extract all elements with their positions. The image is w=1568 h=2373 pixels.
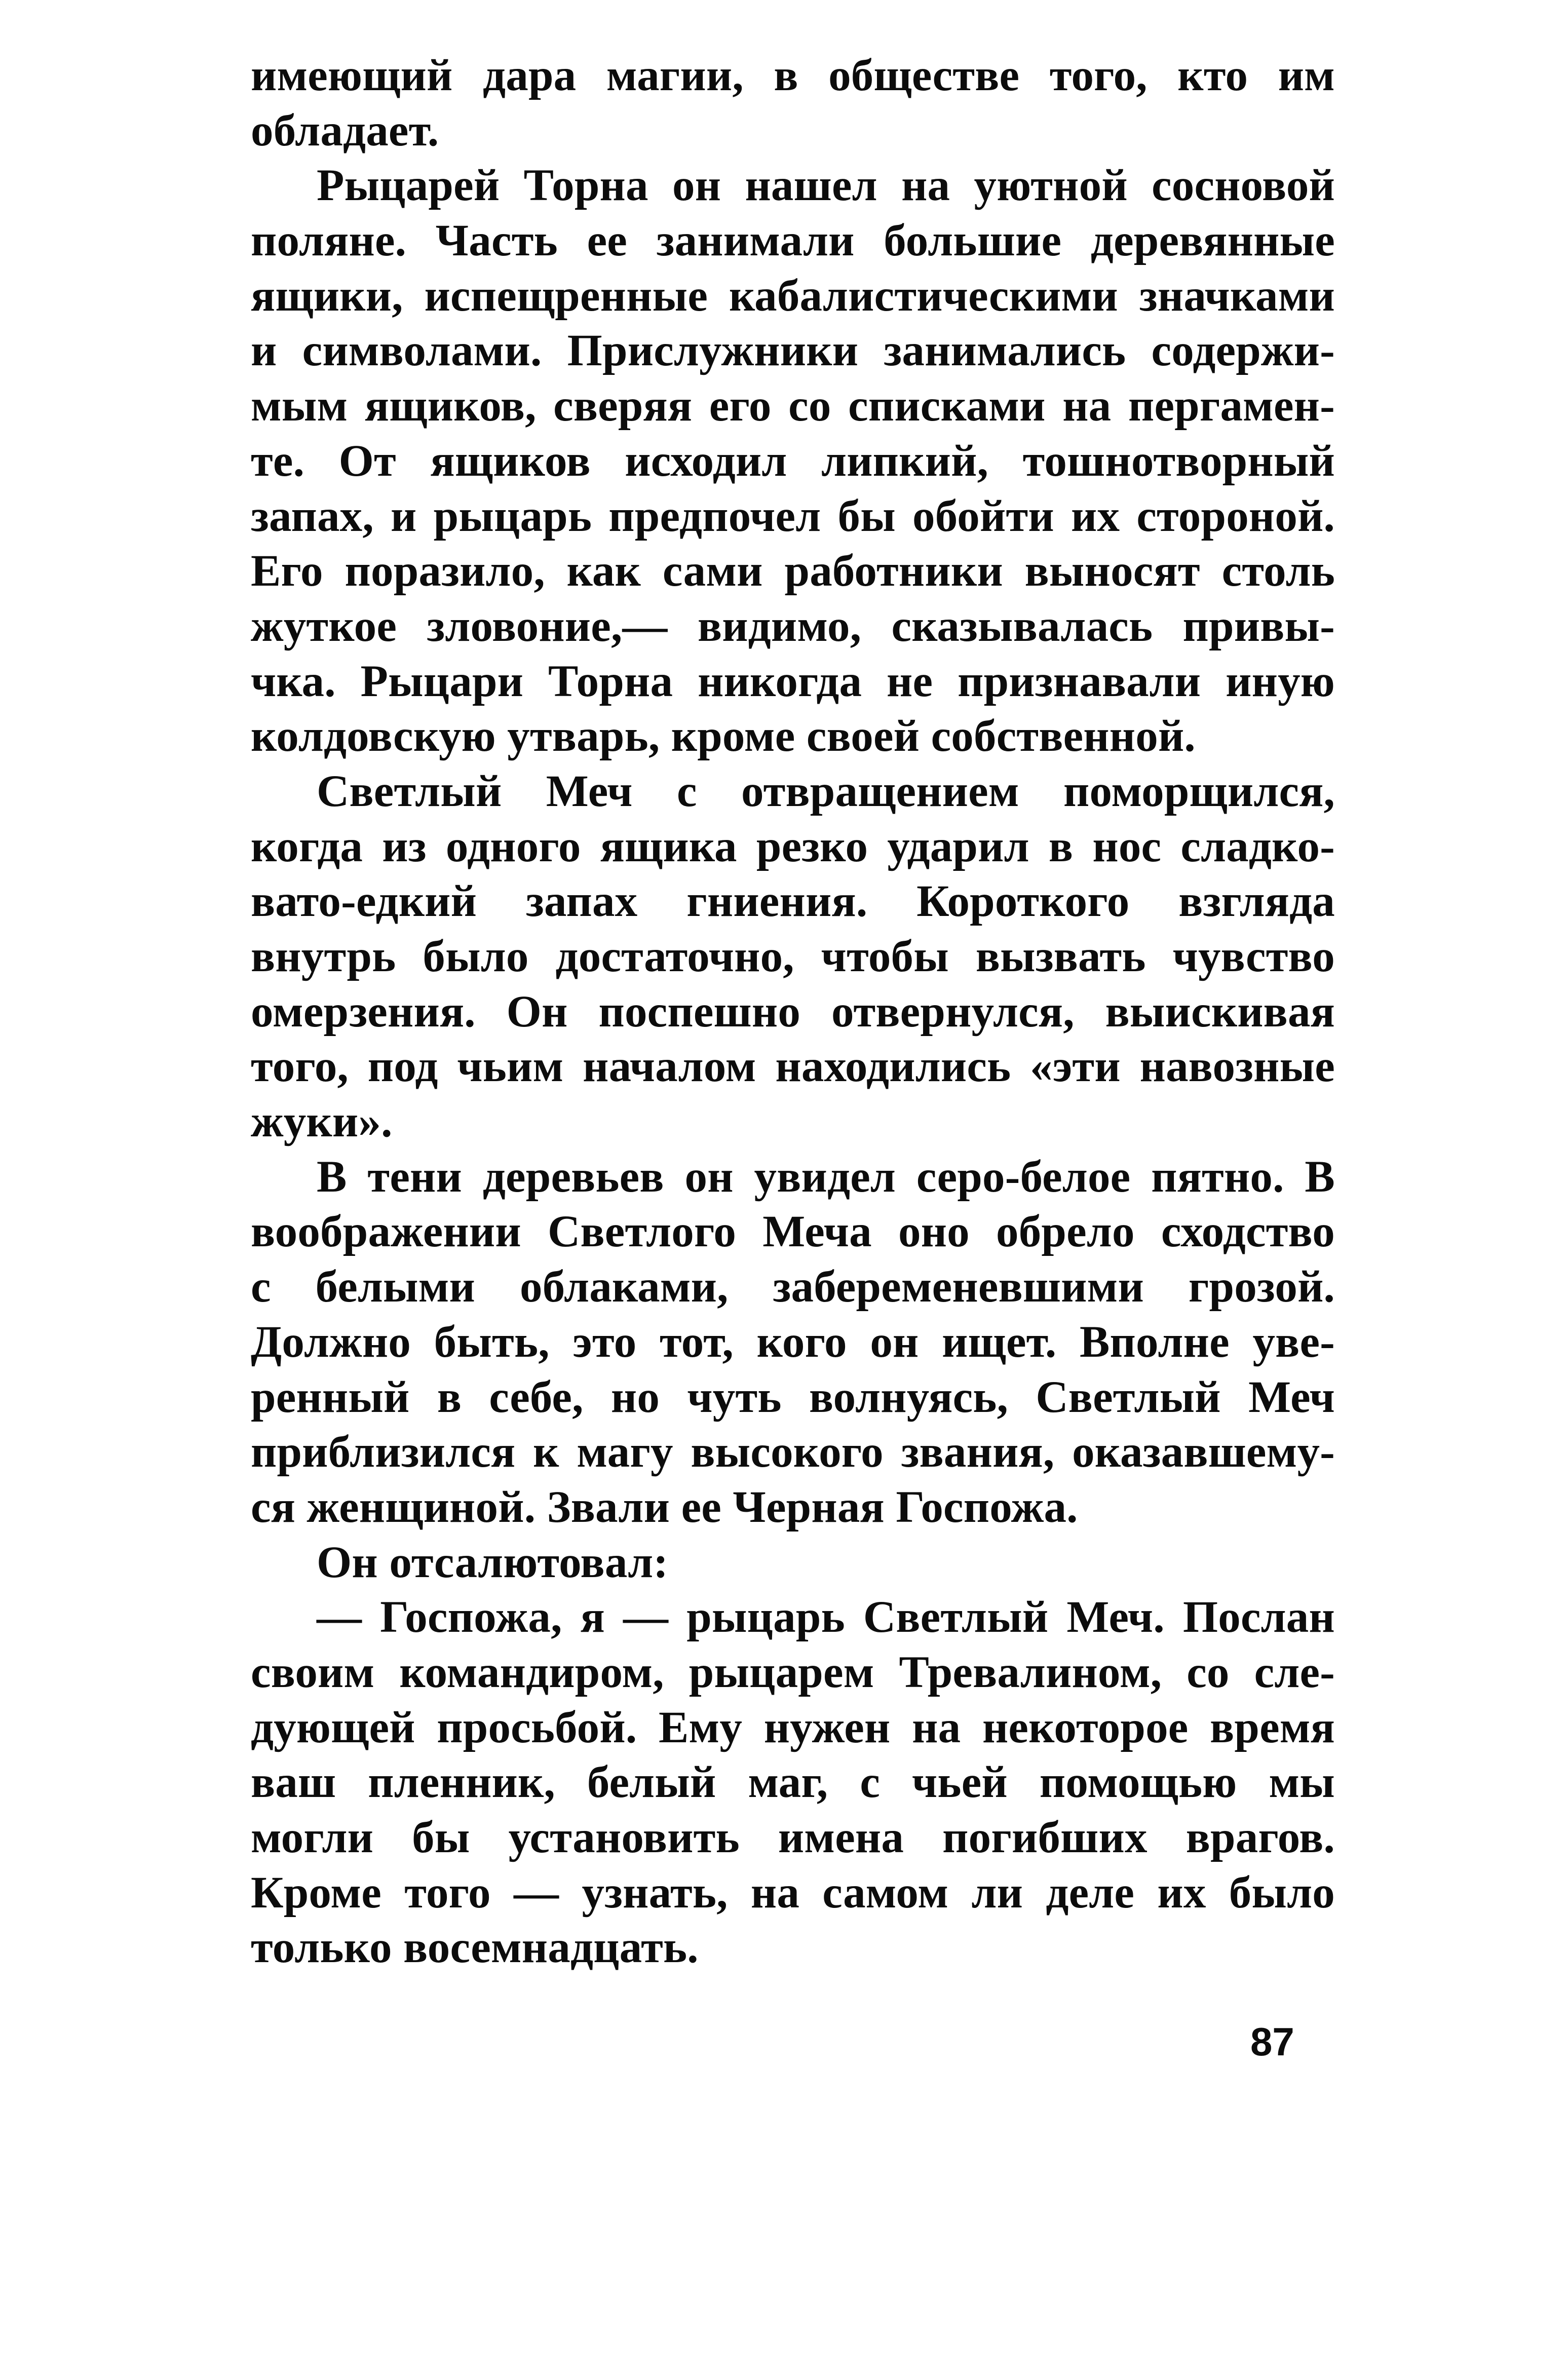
text-line: имеющий дара магии, в обществе того, кто им [251,51,1335,100]
text-line: с белыми облаками, забеременевшими грозой. [251,1262,1335,1312]
text-line: того, под чьим началом находились «эти навозные [251,1042,1335,1092]
text-line: чка. Рыцари Торна никогда не признавали иную [251,656,1335,706]
text-line: обладает. [251,105,439,156]
text-line: только восемнадцать. [251,1923,699,1973]
text-line: когда из одного ящика резко ударил в нос сладко- [251,821,1335,871]
text-line: Должно быть, это тот, кого он ищет. Вполне уве- [251,1317,1335,1367]
text-line: жуткое зловоние,— видимо, сказывалась привы- [251,601,1335,651]
text-line: В тени деревьев он увидел серо-белое пятно. В [317,1152,1335,1202]
text-line: внутрь было достаточно, чтобы вызвать чувство [251,932,1335,981]
text-line: омерзения. Он поспешно отвернулся, выискивая [251,986,1335,1037]
text-line: поляне. Часть ее занимали большие деревянные [251,216,1335,266]
text-line: ренный в себе, но чуть волнуясь, Светлый Меч [251,1372,1335,1422]
text-line: воображении Светлого Меча оно обрело сходство [251,1207,1335,1257]
text-line: вато-едкий запах гниения. Короткого взгляда [251,876,1335,927]
text-line: Его поразило, как сами работники выносят столь [251,546,1335,596]
text-line: ящики, испещренные кабалистическими значками [251,271,1335,321]
text-line: своим командиром, рыцарем Тревалином, со сле- [251,1647,1335,1697]
text-line: приблизился к магу высокого звания, оказавшему- [251,1427,1335,1477]
text-line: Светлый Меч с отвращением поморщился, [317,766,1335,816]
text-line: Он отсалютовал: [317,1537,669,1587]
text-line: и символами. Прислужники занимались содержи- [251,326,1335,376]
text-line: могли бы установить имена погибших врагов. [251,1813,1335,1862]
text-line: жуки». [251,1097,393,1147]
text-line: — Госпожа, я — рыцарь Светлый Меч. Послан [317,1592,1335,1642]
text-line: ся женщиной. Звали ее Черная Госпожа. [251,1482,1078,1532]
text-line: мым ящиков, сверяя его со списками на пергамен- [251,381,1335,431]
text-line: запах, и рыцарь предпочел бы обойти их стороной. [251,491,1335,541]
text-line: Рыцарей Торна он нашел на уютной сосновой [317,161,1335,211]
text-line: Кроме того — узнать, на самом ли деле их было [251,1867,1335,1918]
text-line: дующей просьбой. Ему нужен на некоторое время [251,1702,1335,1752]
text-line: колдовскую утварь, кроме своей собственной. [251,711,1196,761]
text-line: ваш пленник, белый маг, с чьей помощью мы [251,1757,1335,1808]
text-line: те. От ящиков исходил липкий, тошнотворный [251,436,1335,486]
page-number: 87 [1250,2019,1294,2064]
page-body-text [251,48,1335,1975]
